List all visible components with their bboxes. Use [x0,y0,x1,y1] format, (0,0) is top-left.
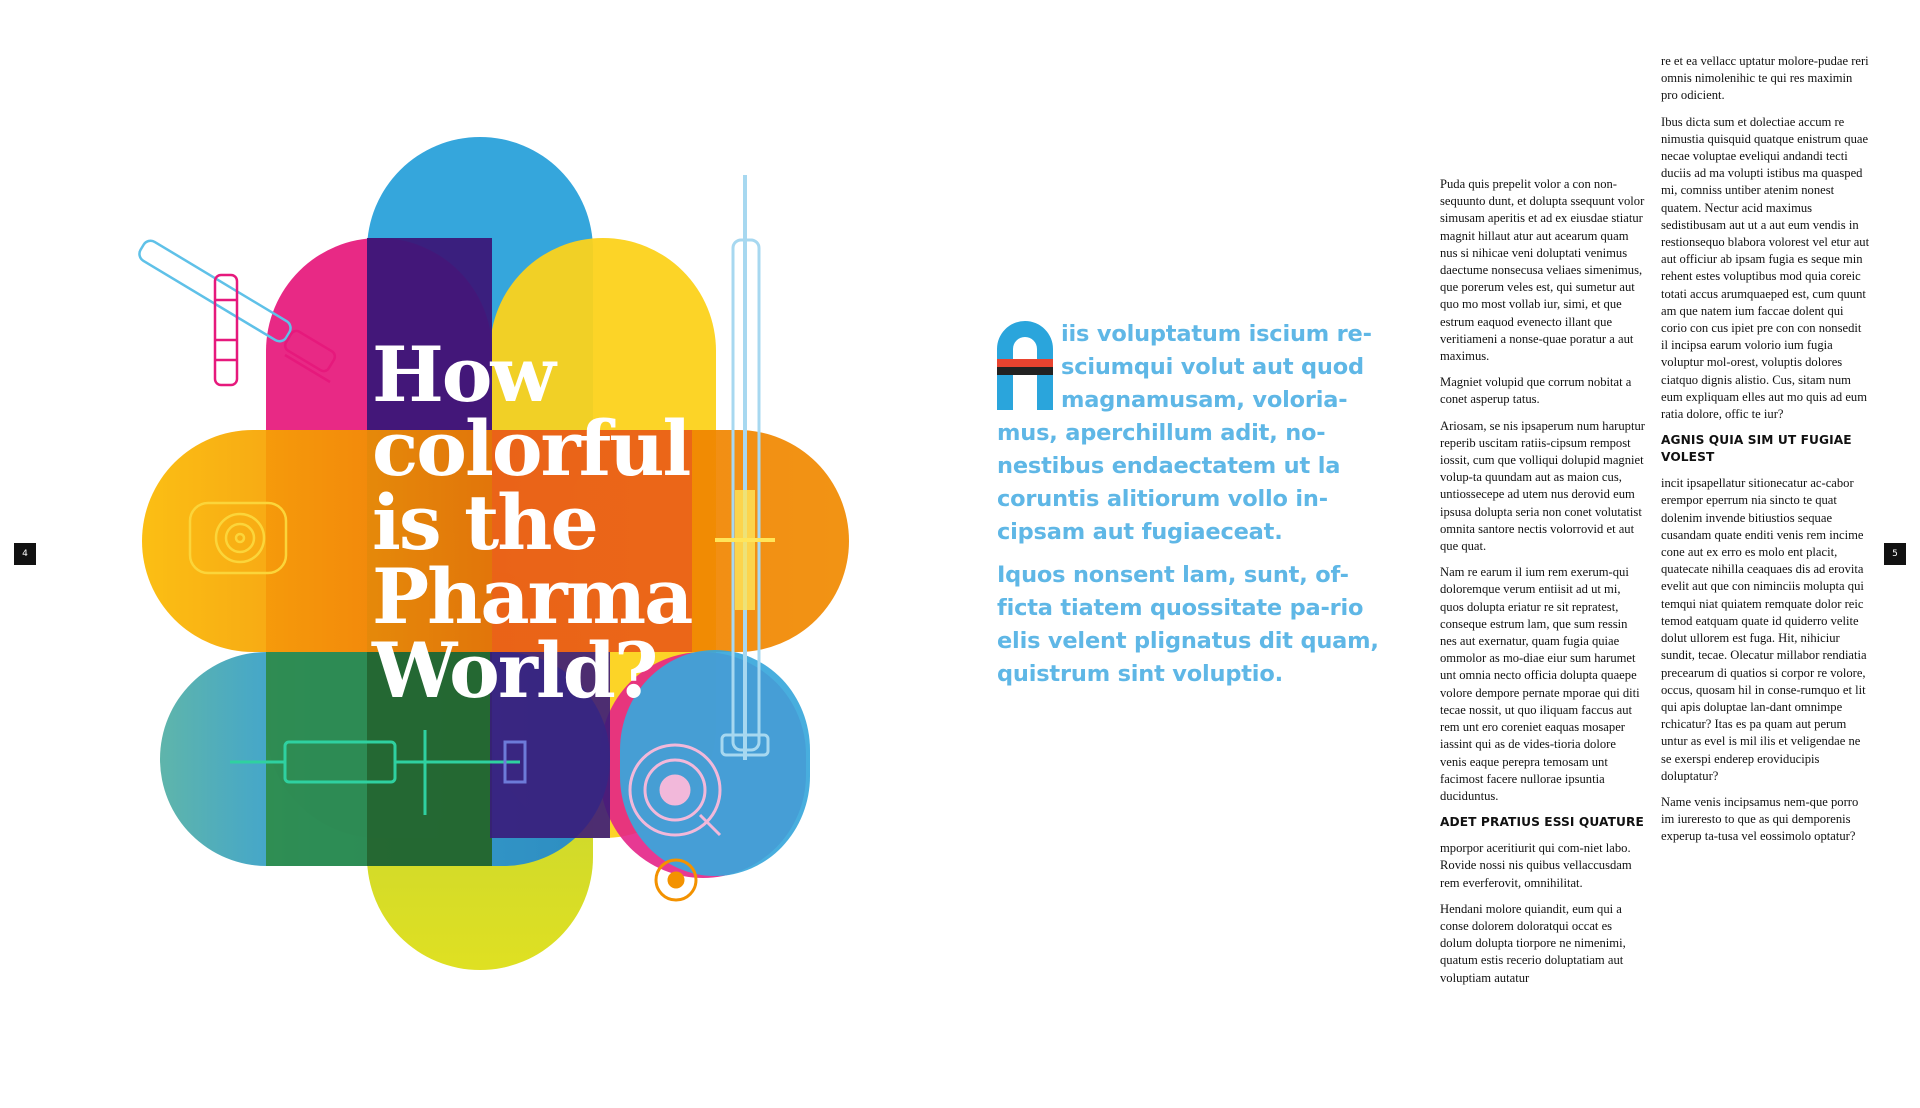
body-column-right [1661,53,1871,855]
title-line: Pharma [372,552,692,641]
body-column-left [1440,176,1645,996]
body-paragraph: Ariosam, se nis ipsaperum num haruptur reperib uscitam ratiis-cipsum rempost iossit, cum que volliqui dolupid magniet volup-ta quundam aut as maion cus, untiossecepe ad utem nus derovid eum ipsusa dolupta seria non conet volutatist omnita santore nectis volorrovid et aut que quat. [1440,418,1645,554]
body-paragraph: Puda quis prepelit volor a con non-sequunto dunt, et dolupta ssequunt volor simusam aperitis et ad ex eiusdae stiatur magnit hillaut atur aut acearum quam nus si nihicae veni doluptati venimus daectume nonsecusa veliaes simenimus, que porerum veles est, qui sumetur aut quo mo most vollab iur, simi, et que estrum eaquod evenecto illant que veritiameni a nonse-quae poratur a aut maximus. [1440,177,1645,364]
intro-paragraph-2: Iquos nonsent lam, sunt, of-ficta tiatem quossitate pa-rio elis velent plignatus dit quam, quistrum sint voluptio. [997,562,1379,687]
intro-paragraph-1: iis voluptatum iscium re-sciumqui volut aut quod magnamusam, voloria-mus, aperchillum adit, no-nestibus endaectatem ut la coruntis alitiorum vollo in-cipsam aut fugiaeceat. [997,321,1372,545]
dropcap-letter-a [997,321,1053,410]
body-paragraph: Ibus dicta sum et dolectiae accum re nimustia quisquid quatque enistrum quae necae voluptae eveliqui andandi tecti duciis ad ma volupti istibus ma quasped mi, comniss untiber atenim nonest quatem. Nectur acid maximus sedistibusam aut ut a aut eum vendis in restionsequo blabora volorest vel etur aut aut officiur ab ipsam fugia es seque min rehent estes voluptibus mod quia coreic totati accus arumquaeped est, cum quunt am que natem ium faccae dolent qui corio con cus ipiet pre con con nonsedit il incipsa earum volorio ium fugia voluptur mol-orest, voluptis dolores ciatquo dignis alistio. Cus, sitam num eum expliquam elles aut mo quis ad eum ratia dolore, offic te iur? [1661,114,1870,422]
vial-icon [215,275,237,385]
page-number-left: 4 [14,543,36,565]
title-line: How [372,330,554,419]
section-heading: ADET PRATIUS ESSI QUATURE [1440,815,1644,830]
body-paragraph: re et ea vellacc uptatur molore-pudae reri omnis nimolenihic te qui res maximin pro odicient. [1661,54,1869,103]
body-paragraph: mporpor aceritiurit qui com-niet labo. Rovide nossi nis quibus vellaccusdam rem everferovit, omnihilitat. [1440,841,1632,890]
body-paragraph: Nam re earum il ium rem exerum-qui doloremque verum entiisit ad ut mi, quos dolupta eriatur re sit repratest, conseque estrum lam, que sum ressin nes aut exernatur, quam fugia quiae ommolor as mo-diae eiur sum harumet unt omnia necto officia dolupta quaepe volore dempore pernate mporae qui diti tecae nossit, ut quo iliquam faccus aut rem unt ero coreniet eaquas mosaper iassint qui as de vides-tioria dolore venis eaque perepra temosam unt facimost facere nullorae ipsuntia duciduntus. [1440,565,1640,803]
intro-text [997,318,1387,701]
body-paragraph: Name venis incipsamus nem-que porro im iureresto to que as qui demporenis experup ta-tusa vel eossimolo optatur? [1661,794,1859,844]
body-paragraph: Hendani molore quiandit, eum qui a conse dolorem doloratqui occat es dolum dolupta tiorpore ne nimenimi, quatum estis recerio doluptatiam aut voluptiam autatur [1440,901,1626,985]
title-line: is the [372,478,597,567]
title-line: colorful [372,404,690,493]
main-title [372,330,692,715]
body-paragraph: incit ipsapellatur sitionecatur ac-cabor erempor eperrum nia sincto te quat dolenim invende bitiustios sequae cusandam quate enditi venis rem incime cone aut ex erro es molo ent placit, quatecate nihilla ceaquaes dis ad erovita evelit aut que con niminciis molupta qui temqui niat quiatem remquate dolor reic temod eatquam quate id quiderro velite dolut ullorem est fuga. Hit, nihiciur sundit, tecae. Olecatur millabor rendiatia precearum di quatios si corpor re volore, occus, quosam hil in conse-rumquo et lit qui apis doluptae lan-dant omnimpe rchicatur? Itas es pa quam aut perum untur as evel is mil ilis et veligendae ne se exerspi enderep eroviducipis doluptatur? [1661,476,1867,783]
page-number-right: 5 [1884,543,1906,565]
title-line: World? [372,626,657,715]
dial-icon [630,745,720,835]
section-heading: AGNIS QUIA SIM UT FUGIAE VOLEST [1661,433,1852,465]
body-paragraph: Magniet volupid que corrum nobitat a conet asperup tatus. [1440,375,1632,407]
